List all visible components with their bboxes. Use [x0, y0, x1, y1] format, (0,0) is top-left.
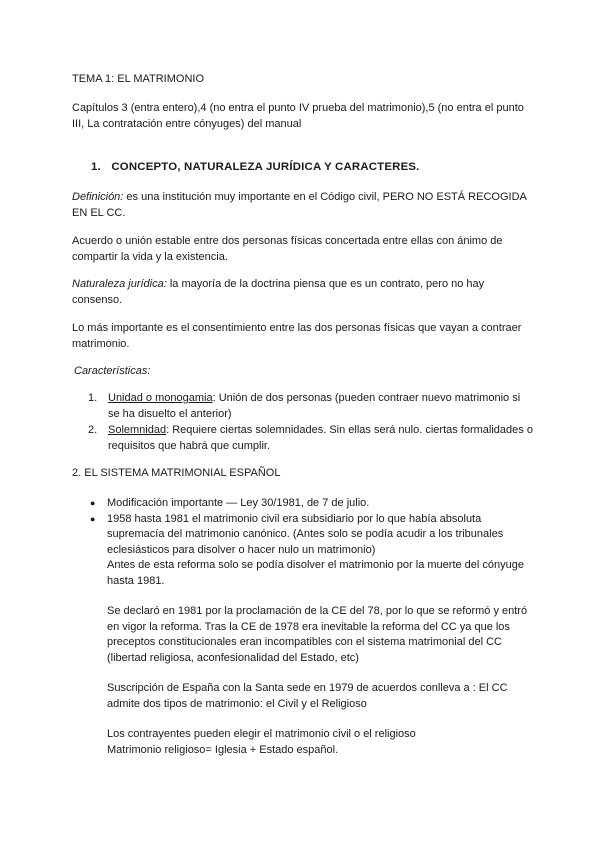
bullet-icon: ●: [90, 498, 96, 508]
paragraph-1979: Suscripción de España con la Santa sede en 1979 de acuerdos conlleva a : El CC admite dos tipos de matrimonio: el Civil y el Religioso: [107, 682, 508, 710]
nature-paragraph: [72, 277, 534, 308]
list-item: [90, 496, 530, 512]
characteristic-text: : Unión de dos personas (pueden contraer nuevo matrimonio si se ha disuelto el anterior): [108, 392, 521, 420]
definition-paragraph: [72, 190, 534, 221]
paragraph-religious: Matrimonio religioso= Iglesia + Estado español.: [107, 743, 339, 756]
characteristic-term: Unidad o monogamia: [108, 392, 213, 404]
bullet-text: Modificación importante — Ley 30/1981, de 7 de julio.: [107, 497, 370, 509]
bullet-text: 1958 hasta 1981 el matrimonio civil era subsidiario por lo que había absoluta supremacía del matrimonio canónico. (Antes solo se podía acudir a los tribunales eclesiásticos para disolver o hacer nulo un matrimonio): [107, 512, 504, 556]
characteristics-label: Características:: [74, 365, 151, 377]
list-number: 1.: [88, 392, 98, 404]
consent-paragraph: Lo más importante es el consentimiento entre las dos personas físicas que vayan a contraer matrimonio.: [72, 322, 522, 350]
section-1-heading: [91, 161, 420, 173]
chapters-note: Capítulos 3 (entra entero),4 (no entra el punto IV prueba del matrimonio),5 (no entra el punto III, La contratación entre cónyuges) del manual: [72, 102, 524, 130]
list-number: 2.: [88, 424, 98, 436]
document-title: TEMA 1: EL MATRIMONIO: [72, 73, 205, 85]
characteristic-term: Solemnidad: [108, 424, 167, 436]
list-item: [88, 423, 533, 454]
section-2-list: [90, 496, 530, 758]
nature-label: Naturaleza jurídica:: [72, 278, 167, 290]
bullet-icon: ●: [90, 513, 96, 524]
list-item: [88, 391, 533, 422]
definition-label: Definición:: [72, 191, 124, 203]
characteristic-text: : Requiere ciertas solemnidades. Sin ellas será nulo. ciertas formalidades o requisitos que habrá que cumplir.: [108, 424, 533, 452]
section-1-title: CONCEPTO, NATURALEZA JURÍDICA Y CARACTERES.: [111, 161, 420, 173]
section-1-number: 1.: [91, 161, 101, 173]
list-item: [90, 512, 530, 559]
paragraph-1981: Se declaró en 1981 por la proclamación de la CE del 78, por lo que se reformó y entró en vigor la reforma. Tras la CE de 1978 era inevitable la reforma del CC ya que los preceptos constitucionales eran incompatibles con el sistema matrimonial del CC (libertad religiosa, aconfesionalidad del Estado, etc): [107, 605, 528, 664]
bullet-continuation: Antes de esta reforma solo se podía disolver el matrimonio por la muerte del cónyuge hasta 1981.: [107, 559, 524, 587]
nature-text: la mayoría de la doctrina piensa que es un contrato, pero no hay consenso.: [72, 278, 485, 306]
definition-text: es una institución muy importante en el Código civil, PERO NO ESTÁ RECOGIDA EN EL CC.: [72, 191, 527, 219]
paragraph-choice: Los contrayentes pueden elegir el matrimonio civil o el religioso: [107, 728, 416, 740]
agreement-paragraph: Acuerdo o unión estable entre dos personas físicas concertada entre ellas con ánimo de compartir la vida y la existencia.: [72, 235, 503, 263]
characteristics-list: [88, 391, 533, 455]
section-2-heading: 2. EL SISTEMA MATRIMONIAL ESPAÑOL: [72, 467, 281, 479]
